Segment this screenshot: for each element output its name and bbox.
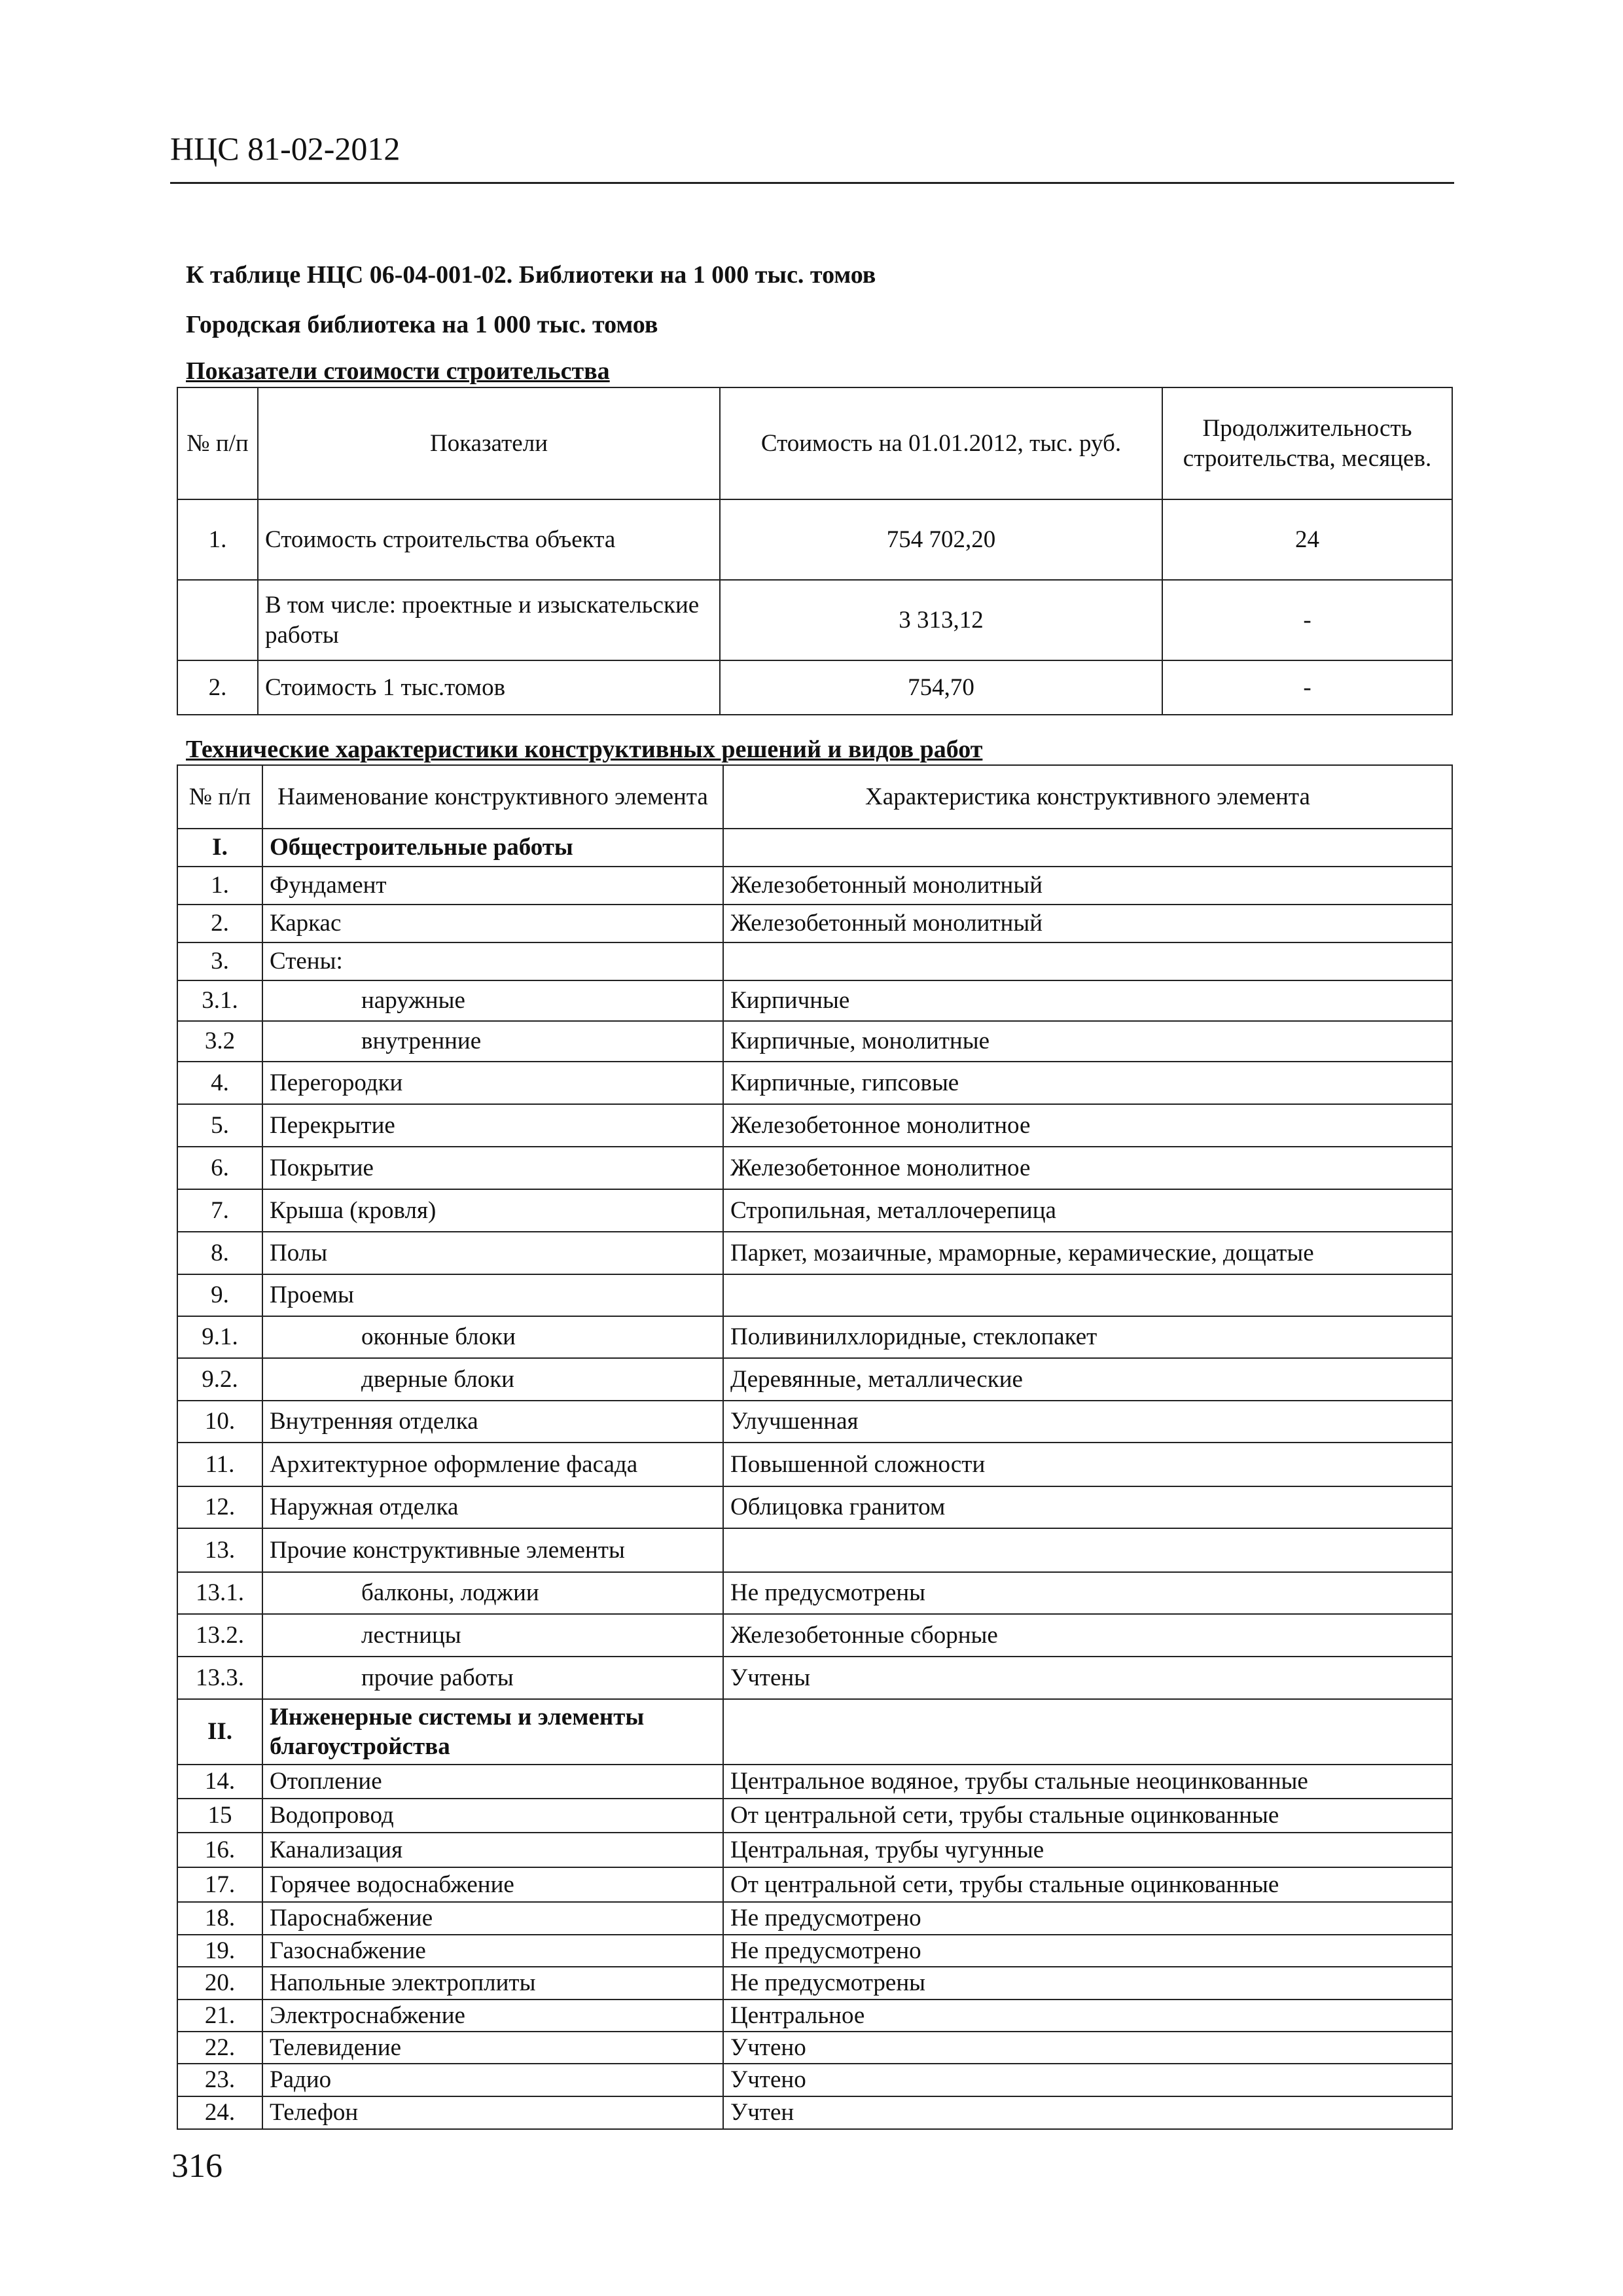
row-num: 9.2.	[177, 1358, 262, 1401]
row-element-name: Электроснабжение	[262, 2000, 723, 2032]
object-title: Городская библиотека на 1 000 тыс. томов	[186, 311, 658, 338]
row-characteristic: Железобетонные сборные	[723, 1614, 1452, 1657]
row-num: 12.	[177, 1486, 262, 1528]
row-element-name: лестницы	[262, 1614, 723, 1657]
cost-row-num	[177, 580, 258, 660]
row-num: 19.	[177, 1935, 262, 1967]
row-characteristic: Центральное	[723, 2000, 1452, 2032]
row-characteristic: Железобетонное монолитное	[723, 1147, 1452, 1189]
cost-row-num: 2.	[177, 660, 258, 715]
row-characteristic: Не предусмотрены	[723, 1572, 1452, 1614]
table-row	[177, 1765, 1452, 1799]
cost-row-name: Стоимость 1 тыс.томов	[258, 660, 720, 715]
tech-section-title: Технические характеристики конструктивных решений и видов работ	[186, 736, 983, 763]
row-element-name: Телевидение	[262, 2032, 723, 2064]
table-row	[177, 1967, 1452, 2000]
table-row	[177, 2032, 1452, 2064]
row-characteristic: Железобетонный монолитный	[723, 905, 1452, 942]
table-row	[177, 2064, 1452, 2096]
row-num: 2.	[177, 905, 262, 942]
row-element-name: наружные	[262, 980, 723, 1021]
table-row	[177, 1401, 1452, 1443]
row-characteristic: Паркет, мозаичные, мраморные, керамические, дощатые	[723, 1232, 1452, 1274]
row-num: 13.1.	[177, 1572, 262, 1614]
table-reference-title: К таблице НЦС 06-04-001-02. Библиотеки на 1 000 тыс. томов	[186, 261, 876, 289]
row-num: 20.	[177, 1967, 262, 2000]
cost-row-duration: -	[1162, 660, 1452, 715]
cost-table	[177, 387, 1453, 715]
row-element-name: Внутренняя отделка	[262, 1401, 723, 1443]
cost-row-name: В том числе: проектные и изыскательские работы	[258, 580, 720, 660]
table-row	[177, 1021, 1452, 1062]
table-row	[177, 1799, 1452, 1833]
row-element-name: Перегородки	[262, 1062, 723, 1104]
row-element-name: Перекрытие	[262, 1104, 723, 1147]
row-element-name: Архитектурное оформление фасада	[262, 1443, 723, 1486]
row-characteristic: Учтено	[723, 2064, 1452, 2096]
row-characteristic: Стропильная, металлочерепица	[723, 1189, 1452, 1232]
row-element-name: Напольные электроплиты	[262, 1967, 723, 2000]
table-row	[177, 1104, 1452, 1147]
row-characteristic: Учтен	[723, 2096, 1452, 2129]
row-characteristic: Центральная, трубы чугунные	[723, 1833, 1452, 1867]
row-characteristic: Кирпичные	[723, 980, 1452, 1021]
row-element-name: дверные блоки	[262, 1358, 723, 1401]
row-characteristic: Деревянные, металлические	[723, 1358, 1452, 1401]
col-header-element: Наименование конструктивного элемента	[262, 765, 723, 829]
table-row	[177, 1232, 1452, 1274]
table-row	[177, 1657, 1452, 1699]
row-num: I.	[177, 829, 262, 867]
row-element-name: Покрытие	[262, 1147, 723, 1189]
row-num: 9.1.	[177, 1316, 262, 1358]
section-row	[177, 1699, 1452, 1765]
row-num: 7.	[177, 1189, 262, 1232]
row-element-name: Водопровод	[262, 1799, 723, 1833]
table-row	[177, 1935, 1452, 1967]
row-element-name: Каркас	[262, 905, 723, 942]
row-characteristic: Улучшенная	[723, 1401, 1452, 1443]
row-num: 5.	[177, 1104, 262, 1147]
table-row	[177, 980, 1452, 1021]
row-element-name: оконные блоки	[262, 1316, 723, 1358]
cost-row-cost: 3 313,12	[720, 580, 1162, 660]
col-header-characteristic: Характеристика конструктивного элемента	[723, 765, 1452, 829]
row-characteristic	[723, 942, 1452, 980]
row-num: 13.3.	[177, 1657, 262, 1699]
row-num: 3.1.	[177, 980, 262, 1021]
row-element-name: балконы, лоджии	[262, 1572, 723, 1614]
table-row	[177, 942, 1452, 980]
cost-row-cost: 754 702,20	[720, 499, 1162, 580]
row-num: 16.	[177, 1833, 262, 1867]
table-row	[177, 1274, 1452, 1316]
col-header-duration: Продолжительность строительства, месяцев.	[1162, 387, 1452, 499]
table-row	[177, 1486, 1452, 1528]
table-row	[177, 2000, 1452, 2032]
row-num: 9.	[177, 1274, 262, 1316]
row-characteristic: Кирпичные, монолитные	[723, 1021, 1452, 1062]
row-num: 3.	[177, 942, 262, 980]
row-characteristic: Железобетонный монолитный	[723, 867, 1452, 905]
row-characteristic	[723, 1274, 1452, 1316]
row-element-name: Крыша (кровля)	[262, 1189, 723, 1232]
row-num: 13.	[177, 1528, 262, 1572]
row-num: II.	[177, 1699, 262, 1765]
section-row	[177, 829, 1452, 867]
row-characteristic	[723, 1699, 1452, 1765]
cost-row-num: 1.	[177, 499, 258, 580]
table-row	[177, 867, 1452, 905]
row-characteristic: Кирпичные, гипсовые	[723, 1062, 1452, 1104]
row-characteristic: От центральной сети, трубы стальные оцинкованные	[723, 1799, 1452, 1833]
row-characteristic: Облицовка гранитом	[723, 1486, 1452, 1528]
row-element-name: Инженерные системы и элементы благоустройства	[262, 1699, 723, 1765]
row-num: 23.	[177, 2064, 262, 2096]
header-rule	[170, 182, 1454, 184]
row-element-name: Телефон	[262, 2096, 723, 2129]
table-row	[177, 1443, 1452, 1486]
row-element-name: Общестроительные работы	[262, 829, 723, 867]
cost-row-name: Стоимость строительства объекта	[258, 499, 720, 580]
row-characteristic: От центральной сети, трубы стальные оцинкованные	[723, 1867, 1452, 1902]
table-row	[177, 1833, 1452, 1867]
row-num: 8.	[177, 1232, 262, 1274]
cost-row	[177, 580, 1452, 660]
row-characteristic: Учтены	[723, 1657, 1452, 1699]
row-element-name: Прочие конструктивные элементы	[262, 1528, 723, 1572]
table-row	[177, 1147, 1452, 1189]
row-element-name: Наружная отделка	[262, 1486, 723, 1528]
row-element-name: Проемы	[262, 1274, 723, 1316]
row-characteristic: Учтено	[723, 2032, 1452, 2064]
row-num: 10.	[177, 1401, 262, 1443]
cost-row	[177, 499, 1452, 580]
row-num: 4.	[177, 1062, 262, 1104]
row-num: 24.	[177, 2096, 262, 2129]
cost-table-header	[177, 387, 1452, 499]
row-num: 14.	[177, 1765, 262, 1799]
table-row	[177, 1572, 1452, 1614]
col-header-cost: Стоимость на 01.01.2012, тыс. руб.	[720, 387, 1162, 499]
row-num: 13.2.	[177, 1614, 262, 1657]
table-row	[177, 2096, 1452, 2129]
row-characteristic: Повышенной сложности	[723, 1443, 1452, 1486]
row-num: 3.2	[177, 1021, 262, 1062]
row-element-name: прочие работы	[262, 1657, 723, 1699]
row-num: 11.	[177, 1443, 262, 1486]
row-element-name: Пароснабжение	[262, 1902, 723, 1935]
table-row	[177, 1528, 1452, 1572]
table-row	[177, 1316, 1452, 1358]
page-number: 316	[171, 2147, 223, 2185]
cost-row-cost: 754,70	[720, 660, 1162, 715]
row-characteristic: Центральное водяное, трубы стальные неоцинкованные	[723, 1765, 1452, 1799]
tech-table	[177, 764, 1453, 2130]
cost-row-duration: -	[1162, 580, 1452, 660]
row-element-name: Полы	[262, 1232, 723, 1274]
row-element-name: Стены:	[262, 942, 723, 980]
table-row	[177, 1358, 1452, 1401]
document-code: НЦС 81-02-2012	[170, 130, 401, 167]
row-characteristic	[723, 829, 1452, 867]
row-num: 1.	[177, 867, 262, 905]
table-row	[177, 1614, 1452, 1657]
cost-section-title: Показатели стоимости строительства	[186, 357, 610, 385]
row-characteristic	[723, 1528, 1452, 1572]
row-element-name: Фундамент	[262, 867, 723, 905]
row-num: 21.	[177, 2000, 262, 2032]
row-element-name: Канализация	[262, 1833, 723, 1867]
table-row	[177, 1189, 1452, 1232]
row-element-name: Отопление	[262, 1765, 723, 1799]
row-num: 17.	[177, 1867, 262, 1902]
col-header-num: № п/п	[177, 387, 258, 499]
row-num: 15	[177, 1799, 262, 1833]
row-num: 22.	[177, 2032, 262, 2064]
row-num: 18.	[177, 1902, 262, 1935]
row-element-name: Радио	[262, 2064, 723, 2096]
row-characteristic: Поливинилхлоридные, стеклопакет	[723, 1316, 1452, 1358]
row-element-name: внутренние	[262, 1021, 723, 1062]
row-element-name: Газоснабжение	[262, 1935, 723, 1967]
cost-row	[177, 660, 1452, 715]
cost-row-duration: 24	[1162, 499, 1452, 580]
row-characteristic: Не предусмотрены	[723, 1967, 1452, 2000]
col-header-num: № п/п	[177, 765, 262, 829]
tech-table-header	[177, 765, 1452, 829]
col-header-indicator: Показатели	[258, 387, 720, 499]
row-characteristic: Не предусмотрено	[723, 1902, 1452, 1935]
table-row	[177, 905, 1452, 942]
row-characteristic: Железобетонное монолитное	[723, 1104, 1452, 1147]
table-row	[177, 1902, 1452, 1935]
table-row	[177, 1867, 1452, 1902]
table-row	[177, 1062, 1452, 1104]
row-num: 6.	[177, 1147, 262, 1189]
row-element-name: Горячее водоснабжение	[262, 1867, 723, 1902]
row-characteristic: Не предусмотрено	[723, 1935, 1452, 1967]
